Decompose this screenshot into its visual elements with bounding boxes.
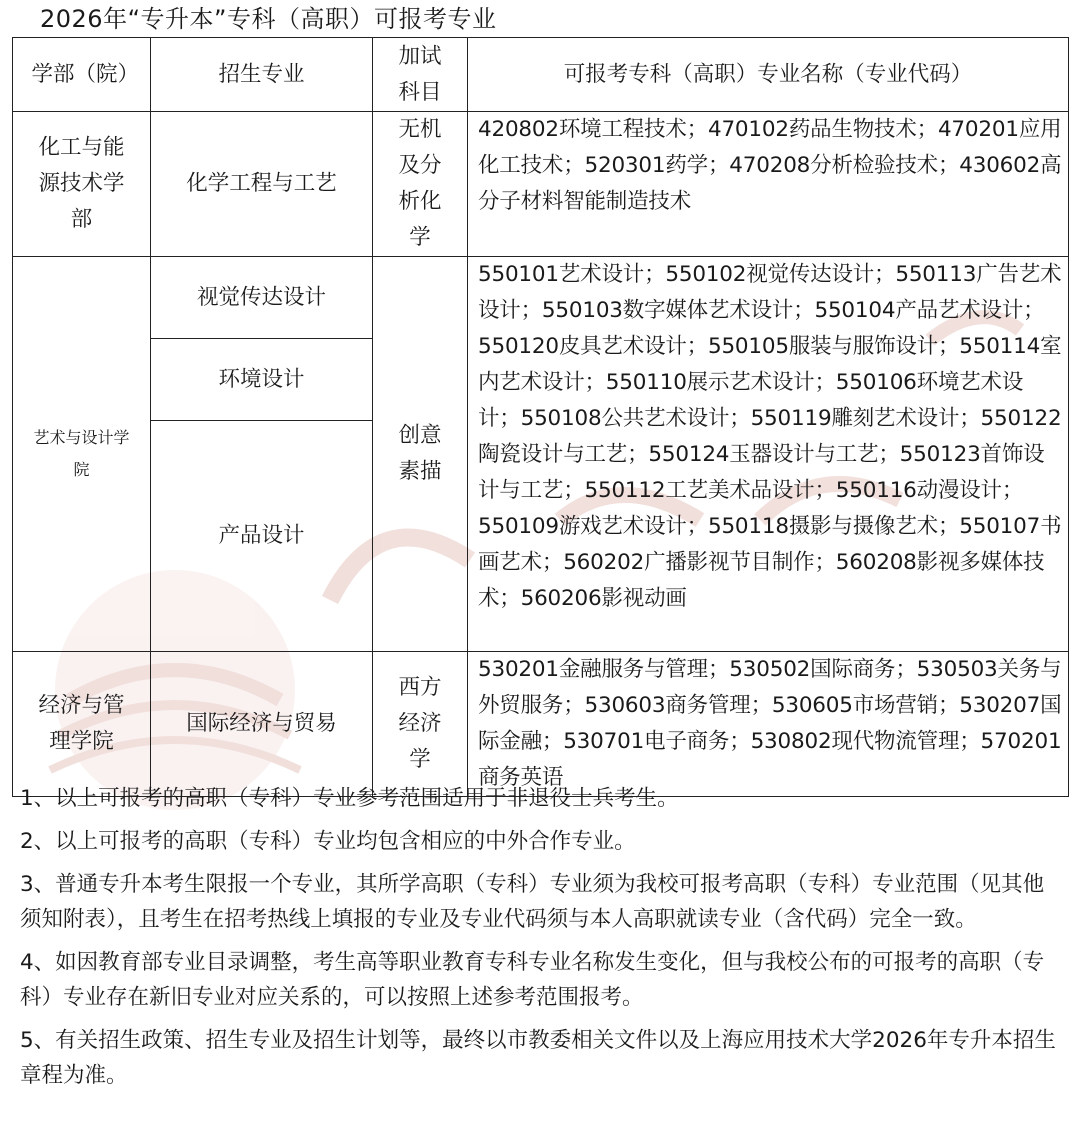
major-cell: 视觉传达设计 <box>151 257 373 339</box>
department-cell: 经济与管理学院 <box>13 652 151 797</box>
document-title: 2026年“专升本”专科（高职）可报考专业 <box>40 5 497 33</box>
department-cell: 化工与能源技术学部 <box>13 112 151 257</box>
extra-exam-cell: 西方经济学 <box>373 652 468 797</box>
note-item: 4、如因教育部专业目录调整，考生高等职业教育专科专业名称发生变化，但与我校公布的可报考的高职（专科）专业存在新旧专业对应关系的，可以按照上述参考范围报考。 <box>20 950 1045 1010</box>
major-cell: 环境设计 <box>151 339 373 421</box>
notes-section <box>20 781 1060 1093</box>
extra-exam-cell: 无机及分析化学 <box>373 112 468 257</box>
header-eligible-majors: 可报考专科（高职）专业名称（专业代码） <box>468 38 1069 112</box>
eligible-majors-cell: 530201金融服务与管理；530502国际商务；530503关务与外贸服务；530603商务管理；530605市场营销；530207国际金融；530701电子商务；530802现代物流管理；570201商务英语 <box>468 652 1069 797</box>
header-major: 招生专业 <box>151 38 373 112</box>
table-row <box>13 257 1069 339</box>
table-header-row <box>13 38 1069 112</box>
header-department: 学部（院） <box>13 38 151 112</box>
eligible-majors-table <box>12 37 1069 797</box>
eligible-majors-cell: 420802环境工程技术；470102药品生物技术；470201应用化工技术；520301药学；470208分析检验技术；430602高分子材料智能制造技术 <box>468 112 1069 257</box>
table-row <box>13 112 1069 257</box>
eligible-majors-cell: 550101艺术设计；550102视觉传达设计；550113广告艺术设计；550103数字媒体艺术设计；550104产品艺术设计；550120皮具艺术设计；550105服装与服饰设计；550114室内艺术设计；550110展示艺术设计；550106环境艺术设计；550108公共艺术设计；550119雕刻艺术设计；550122陶瓷设计与工艺；550124玉器设计与工艺；550123首饰设计与工艺；550112工艺美术品设计；550116动漫设计；550109游戏艺术设计；550118摄影与摄像艺术；550107书画艺术；560202广播影视节目制作；560208影视多媒体技术；560206影视动画 <box>468 257 1069 652</box>
major-cell: 化学工程与工艺 <box>151 112 373 257</box>
note-item: 5、有关招生政策、招生专业及招生计划等，最终以市教委相关文件以及上海应用技术大学2026年专升本招生章程为准。 <box>20 1028 1056 1088</box>
extra-exam-cell: 创意素描 <box>373 257 468 652</box>
note-item: 1、以上可报考的高职（专科）专业参考范围适用于非退役士兵考生。 <box>20 786 679 811</box>
header-extra-exam: 加试科目 <box>373 38 468 112</box>
table-row <box>13 652 1069 797</box>
major-cell: 产品设计 <box>151 421 373 652</box>
note-item: 2、以上可报考的高职（专科）专业均包含相应的中外合作专业。 <box>20 829 636 854</box>
note-item: 3、普通专升本考生限报一个专业，其所学高职（专科）专业须为我校可报考高职（专科）专业范围（见其他须知附表），且考生在招考热线上填报的专业及专业代码须与本人高职就读专业（含代码）完全一致。 <box>20 872 1045 932</box>
major-cell: 国际经济与贸易 <box>151 652 373 797</box>
department-cell: 艺术与设计学院 <box>13 257 151 652</box>
